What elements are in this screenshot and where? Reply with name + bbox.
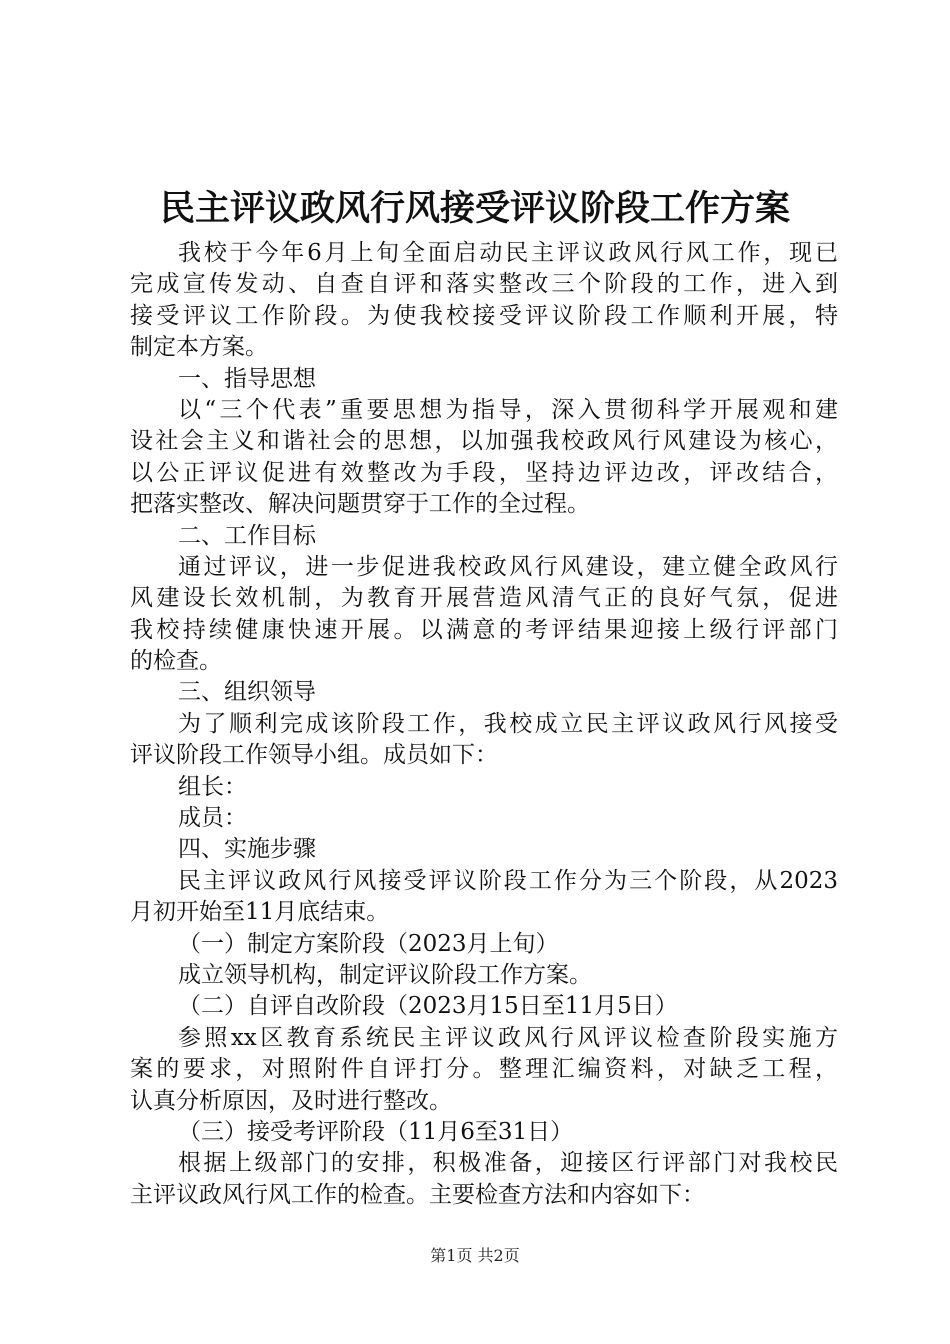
document-title: 民主评议政风行风接受评议阶段工作方案	[159, 188, 790, 229]
paragraph-line: 参照xx区教育系统民主评议政风行风评议检查阶段实施方	[178, 1024, 838, 1051]
paragraph-line: 制定本方案。	[130, 334, 268, 361]
paragraph-line: 成员：	[178, 805, 247, 832]
paragraph-line: 评议阶段工作领导小组。成员如下：	[130, 742, 498, 769]
paragraph-line: 月初开始至11月底结束。	[130, 899, 390, 926]
paragraph-line: 风建设长效机制，为教育开展营造风清气正的良好气氛，促进	[130, 585, 838, 612]
section-heading: 一、指导思想	[178, 365, 316, 392]
section-heading: 四、实施步骤	[178, 836, 316, 863]
paragraph-line: 主评议政风行风工作的检查。主要检查方法和内容如下：	[130, 1181, 705, 1208]
subsection-heading: （三）接受考评阶段（11月6至31日）	[178, 1118, 574, 1145]
section-heading: 二、工作目标	[178, 522, 316, 549]
paragraph-line: 组长：	[178, 773, 247, 800]
paragraph-line: 我校于今年6月上旬全面启动民主评议政风行风工作，现已	[178, 240, 838, 266]
paragraph-line: 根据上级部门的安排，积极准备，迎接区行评部门对我校民	[178, 1150, 838, 1177]
paragraph-line: 把落实整改、解决问题贯穿于工作的全过程。	[130, 491, 590, 518]
document-body	[130, 238, 838, 1211]
paragraph-line: 以公正评议促进有效整改为手段，坚持边评边改，评改结合，	[130, 459, 838, 486]
paragraph-line: 成立领导机构，制定评议阶段工作方案。	[178, 961, 592, 988]
paragraph-line: 为了顺利完成该阶段工作，我校成立民主评议政风行风接受	[178, 710, 838, 737]
paragraph-line: 的检查。	[130, 648, 222, 675]
paragraph-line: 接受评议工作阶段。为使我校接受评议阶段工作顺利开展，特	[130, 302, 838, 329]
subsection-heading: （二）自评自改阶段（2023月15日至11月5日）	[178, 993, 678, 1020]
paragraph-line: 民主评议政风行风接受评议阶段工作分为三个阶段，从2023	[178, 867, 838, 894]
subsection-heading: （一）制定方案阶段（2023月上旬）	[178, 930, 559, 957]
section-heading: 三、组织领导	[178, 679, 316, 706]
paragraph-line: 以“三个代表”重要思想为指导，深入贯彻科学开展观和建	[178, 396, 838, 423]
paragraph-line: 通过评议，进一步促进我校政风行风建设，建立健全政风行	[178, 553, 838, 580]
page-footer: 第1页 共2页	[430, 1246, 520, 1265]
paragraph-line: 设社会主义和谐社会的思想，以加强我校政风行风建设为核心，	[130, 428, 838, 455]
paragraph-line: 完成宣传发动、自查自评和落实整改三个阶段的工作，进入到	[130, 271, 838, 298]
paragraph-line: 我校持续健康快速开展。以满意的考评结果迎接上级行评部门	[130, 616, 838, 643]
paragraph-line: 案的要求，对照附件自评打分。整理汇编资料，对缺乏工程，	[130, 1056, 838, 1083]
paragraph-line: 认真分析原因，及时进行整改。	[130, 1087, 452, 1114]
